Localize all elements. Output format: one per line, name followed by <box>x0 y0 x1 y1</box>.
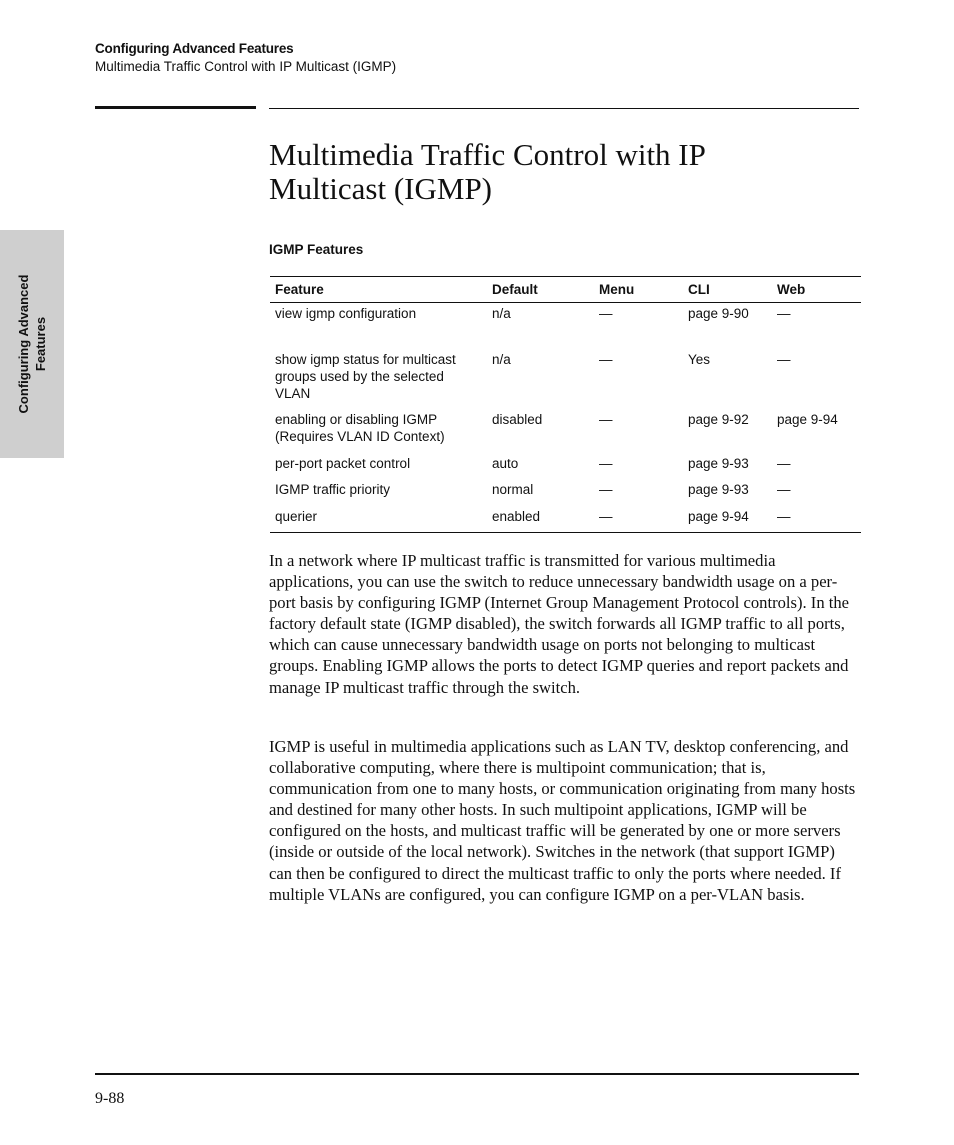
cell-default: n/a <box>492 352 511 367</box>
running-header-section: Multimedia Traffic Control with IP Multicast (IGMP) <box>95 59 397 74</box>
table-row <box>270 445 861 472</box>
chapter-side-tab <box>0 230 64 458</box>
running-header-chapter: Configuring Advanced Features <box>95 41 294 56</box>
header-rule-thick <box>95 106 256 109</box>
column-header-default: Default <box>487 277 594 303</box>
table-row <box>270 498 861 533</box>
cell-default: disabled <box>492 412 543 427</box>
table-row <box>270 303 861 352</box>
cell-web: — <box>777 306 791 321</box>
cell-web: — <box>777 352 791 367</box>
cell-menu: — <box>599 482 613 497</box>
cell-web: page 9-94 <box>777 412 838 427</box>
cell-menu: — <box>599 306 613 321</box>
table-caption: IGMP Features <box>269 242 364 257</box>
cell-default: auto <box>492 456 519 471</box>
cell-web: — <box>777 509 791 524</box>
cell-cli: page 9-90 <box>688 306 749 321</box>
cell-default: n/a <box>492 306 511 321</box>
header-rule-thin <box>269 108 859 109</box>
cell-web: — <box>777 456 791 471</box>
cell-web: — <box>777 482 791 497</box>
cell-cli: page 9-94 <box>688 509 749 524</box>
cell-default: normal <box>492 482 534 497</box>
column-header-cli: CLI <box>683 277 772 303</box>
page-title: Multimedia Traffic Control with IP Multicast (IGMP) <box>269 137 705 206</box>
cell-menu: — <box>599 456 613 471</box>
cell-default: enabled <box>492 509 541 524</box>
column-header-feature: Feature <box>270 277 487 303</box>
cell-feature: show igmp status for multicast groups used by the selected VLAN <box>275 352 456 401</box>
table-row <box>270 351 861 402</box>
column-header-web: Web <box>772 277 861 303</box>
body-paragraph-1: In a network where IP multicast traffic is transmitted for various multimedia applications, you can use the switch to reduce unnecessary bandwidth usage on a per-port basis by configuring IGMP (Internet Group Management Protocol controls). In the factory default state (IGMP disabled), the switch forwards all IGMP traffic to all ports, which can cause unnecessary bandwidth usage on ports not belonging to multicast groups. Enabling IGMP allows the ports to detect IGMP queries and report packets and manage IP multicast traffic through the switch. <box>269 551 850 697</box>
body-paragraph-2: IGMP is useful in multimedia applications such as LAN TV, desktop conferencing, and collaborative computing, where there is multipoint communication; that is, communication from one to many hosts, or communication originating from many hosts and destined for many other hosts. In such multipoint applications, IGMP will be configured on the hosts, and multicast traffic will be generated by one or more servers (inside or outside of the local network). Switches in the network (that support IGMP) can then be configured to direct the multicast traffic to only the ports where needed. If multiple VLANs are configured, you can configure IGMP on a per-VLAN basis. <box>269 737 856 904</box>
cell-feature: IGMP traffic priority <box>275 482 391 497</box>
cell-cli: page 9-93 <box>688 456 749 471</box>
cell-feature: enabling or disabling IGMP (Requires VLAN ID Context) <box>275 412 445 444</box>
cell-cli: page 9-93 <box>688 482 749 497</box>
cell-menu: — <box>599 412 613 427</box>
cell-cli: Yes <box>688 352 711 367</box>
page-number: 9-88 <box>95 1090 125 1107</box>
igmp-features-table <box>270 276 861 533</box>
cell-feature: per-port packet control <box>275 456 411 471</box>
side-tab-label <box>15 234 49 454</box>
table-header-row <box>270 277 861 303</box>
cell-feature: view igmp configuration <box>275 306 417 321</box>
cell-menu: — <box>599 352 613 367</box>
footer-rule <box>95 1073 859 1075</box>
cell-feature: querier <box>275 509 318 524</box>
side-tab-line-2: Features <box>33 316 48 372</box>
column-header-menu: Menu <box>594 277 683 303</box>
table-row <box>270 402 861 445</box>
side-tab-line-1: Configuring Advanced <box>16 274 31 414</box>
table-row <box>270 472 861 498</box>
cell-menu: — <box>599 509 613 524</box>
cell-cli: page 9-92 <box>688 412 749 427</box>
